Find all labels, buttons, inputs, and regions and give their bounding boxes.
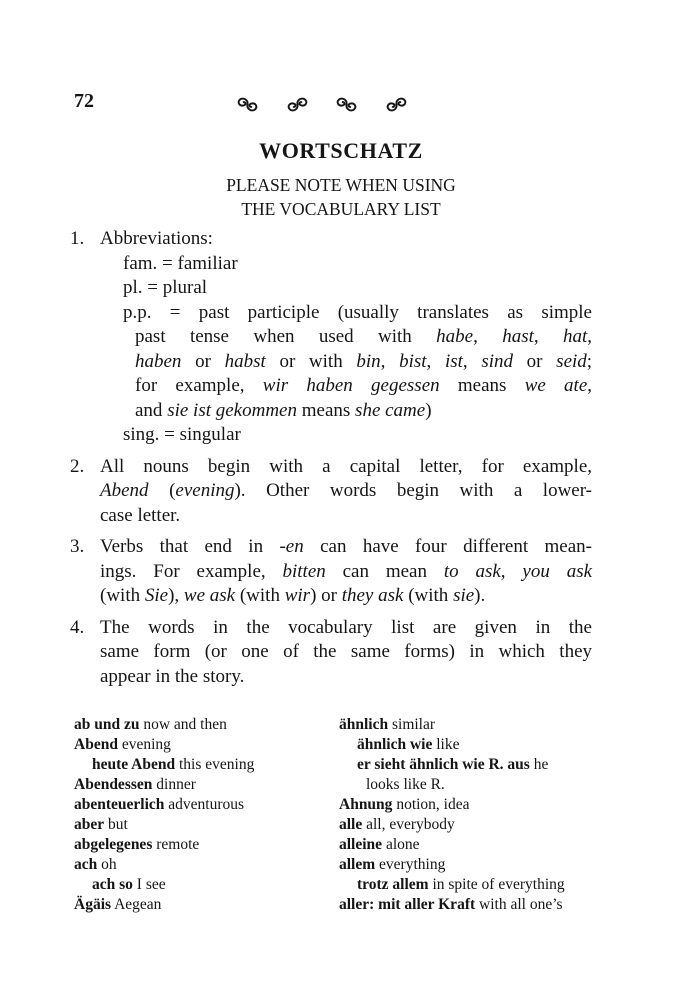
note-item (70, 227, 592, 448)
vocab-entry: abenteuerlich adventurous (74, 796, 245, 813)
vocab-column-left (74, 715, 340, 915)
vocab-entry: er sieht ähnlich wie R. aus he (357, 756, 549, 773)
vocab-entry: looks like R. (366, 776, 445, 793)
list-number: 2. (70, 455, 85, 477)
vocab-entry: Ahnung notion, idea (339, 796, 470, 813)
note-line: Abbreviations: (100, 228, 213, 249)
note-line: for example, wir haben gegessen means we ate, (135, 375, 593, 396)
vocab-entry: allem everything (339, 856, 446, 873)
page-title: WORTSCHATZ (259, 138, 423, 163)
vocab-entry: ähnlich similar (339, 716, 436, 733)
fleuron-mirrored-icon (286, 96, 309, 113)
subtitle-line-1: PLEASE NOTE WHEN USING (226, 175, 456, 195)
note-line: sing. = singular (123, 424, 241, 445)
notes-list (70, 227, 592, 696)
vocab-entry: aber but (74, 816, 128, 833)
note-line: The words in the vocabulary list are given in the (100, 616, 592, 638)
vocab-entry: alle all, everybody (339, 816, 455, 833)
fleuron-icon (236, 96, 259, 113)
note-item (70, 535, 592, 609)
note-item (70, 455, 592, 529)
note-line: same form (or one of the same forms) in which they (100, 641, 592, 662)
vocab-entry: alleine alone (339, 836, 420, 853)
note-line: (with Sie), we ask (with wir) or they ask (with sie). (100, 585, 486, 606)
vocab-entry: heute Abend this evening (92, 756, 255, 773)
note-line: fam. = familiar (123, 252, 238, 274)
vocab-entry: Abendessen dinner (74, 776, 196, 793)
vocab-entry: abgelegenes remote (74, 836, 200, 853)
list-number: 4. (70, 616, 85, 638)
note-line: ings. For example, bitten can mean to ask, you ask (100, 560, 593, 582)
note-line: pl. = plural (123, 277, 208, 298)
note-line: appear in the story. (100, 665, 245, 687)
ornament-row (236, 94, 408, 114)
note-line: Abend (evening). Other words begin with a lower- (100, 480, 593, 501)
vocab-entry: ach oh (74, 856, 117, 873)
subtitle-line-2: THE VOCABULARY LIST (241, 199, 441, 219)
vocab-entry: ab und zu now and then (74, 716, 227, 733)
list-number: 3. (70, 536, 85, 557)
note-line: Verbs that end in -en can have four different mean- (100, 536, 592, 557)
fleuron-mirrored-icon (385, 96, 408, 113)
note-line: and sie ist gekommen means she came) (135, 399, 432, 421)
note-line: case letter. (100, 504, 181, 526)
fleuron-icon (335, 96, 358, 113)
vocab-entry: Ägäis Aegean (74, 896, 162, 913)
page-number: 72 (74, 90, 94, 112)
subtitle (70, 173, 612, 221)
note-line: p.p. = past participle (usually translates as simple (123, 301, 592, 323)
vocab-column-right (339, 715, 639, 915)
vocab-entry: Abend evening (74, 736, 171, 753)
note-item (70, 616, 592, 690)
list-number: 1. (70, 228, 85, 249)
vocab-entry: ach so I see (92, 876, 166, 893)
note-line: haben or habst or with bin, bist, ist, sind or seid; (135, 350, 593, 372)
vocab-entry: ähnlich wie like (357, 736, 460, 753)
vocab-entry: aller: mit aller Kraft with all one’s (339, 896, 563, 913)
vocab-entry: trotz allem in spite of everything (357, 876, 565, 893)
note-line: past tense when used with habe, hast, hat, (135, 326, 593, 347)
note-line: All nouns begin with a capital letter, for example, (100, 455, 592, 477)
